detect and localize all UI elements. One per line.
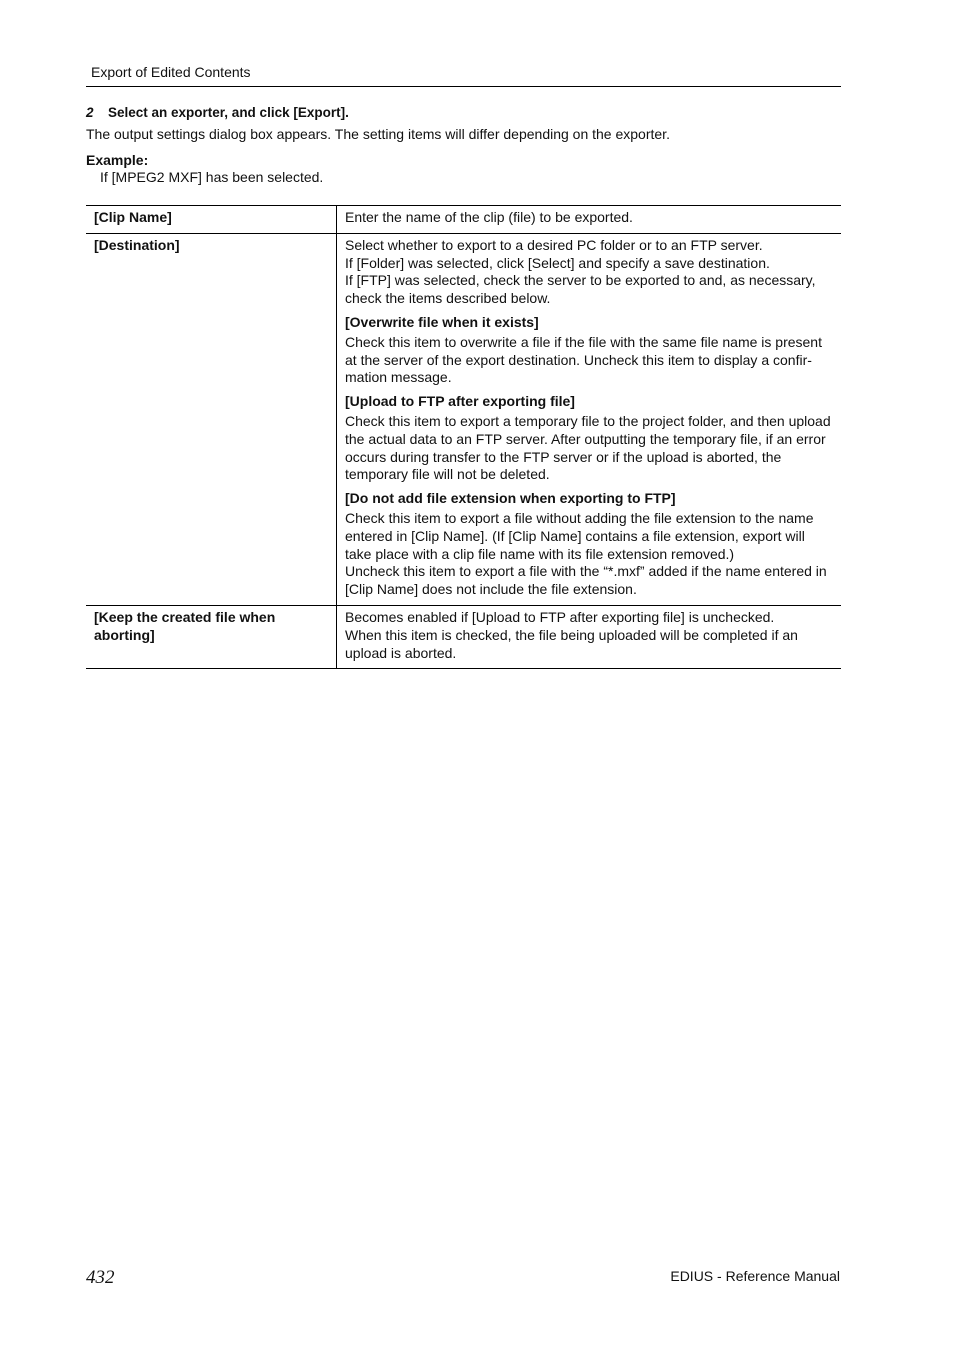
manual-title: EDIUS - Reference Manual (670, 1268, 840, 1284)
sub-option-title: [Upload to FTP after exporting file] (345, 393, 575, 410)
step-title: Select an exporter, and click [Export]. (108, 105, 349, 120)
step-heading (86, 105, 349, 120)
description-line: Enter the name of the clip (file) to be exported. (345, 209, 633, 225)
step-number: 2 (86, 105, 94, 120)
header-divider (86, 86, 841, 87)
running-header: Export of Edited Contents (91, 64, 251, 80)
setting-description (337, 605, 842, 668)
example-label: Example: (86, 152, 149, 168)
table-row (86, 605, 841, 668)
sub-option-title: [Do not add file extension when exporting to FTP] (345, 490, 676, 507)
sub-option-text: Uncheck this item to export a file with the “*.mxf” added if the name entered in [Clip Name] does not include the file extension. (345, 563, 827, 598)
setting-key: [Keep the created file when aborting] (86, 605, 337, 668)
sub-option-text: Check this item to overwrite a file if the file with the same file name is present at the server of the export destination. Uncheck this item to display a confir-mation message. (345, 333, 822, 386)
setting-description (337, 206, 842, 234)
step-description: The output settings dialog box appears. The setting items will differ depending on the exporter. (86, 126, 670, 142)
table-row (86, 206, 841, 234)
settings-table (86, 205, 841, 669)
description-line: When this item is checked, the file being uploaded will be completed if an upload is aborted. (345, 626, 798, 661)
sub-option-title: [Overwrite file when it exists] (345, 313, 539, 330)
setting-description (337, 233, 842, 605)
description-line: If [FTP] was selected, check the server to be exported to and, as necessary, check the items described below. (345, 272, 816, 307)
table-row (86, 233, 841, 605)
description-line: If [Folder] was selected, click [Select] and specify a save destination. (345, 254, 770, 271)
page-number: 432 (86, 1267, 115, 1288)
setting-key: [Clip Name] (86, 206, 337, 234)
sub-option-text: Check this item to export a file without adding the file extension to the name entered in [Clip Name]. (If [Clip Name] contains a file extension, export will take place with a clip file name with its file extension removed.) (345, 509, 814, 562)
description-line: Becomes enabled if [Upload to FTP after exporting file] is unchecked. (345, 608, 775, 625)
description-line: Select whether to export to a desired PC folder or to an FTP server. (345, 236, 763, 253)
setting-key: [Destination] (86, 233, 337, 605)
example-text: If [MPEG2 MXF] has been selected. (100, 169, 324, 185)
sub-option-text: Check this item to export a temporary file to the project folder, and then upload the actual data to an FTP server. After outputting the temporary file, if an error occurs during transfer to the FTP server or if the upload is aborted, the temporary file will not be deleted. (345, 412, 831, 483)
